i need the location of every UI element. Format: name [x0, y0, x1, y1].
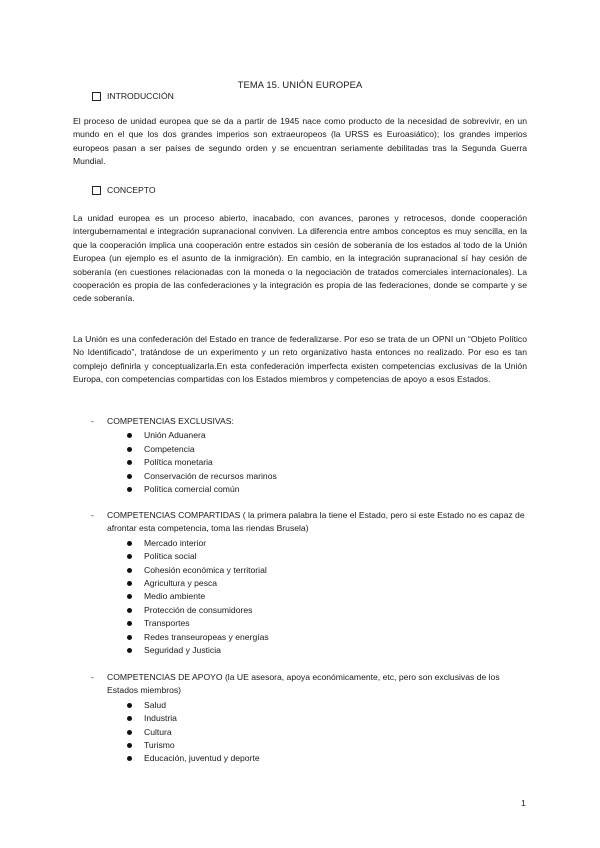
list-item: Conservación de recursos marinos: [127, 470, 527, 483]
page-number: 1: [521, 798, 526, 808]
list-item: Protección de consumidores: [127, 604, 527, 617]
list-item: Cohesión económica y territorial: [127, 564, 527, 577]
list-item: Educación, juventud y deporte: [127, 752, 527, 765]
checkbox-icon: [92, 92, 101, 101]
competencias-compartidas-block: [73, 509, 527, 657]
section-introduccion-heading: [92, 90, 174, 103]
heading-text: COMPETENCIAS COMPARTIDAS ( la primera palabra la tiene el Estado, pero si este Estado no es capaz de afrontar esta competencia, toma las riendas Brusela): [107, 510, 525, 534]
section-heading-label: CONCEPTO: [107, 185, 156, 195]
list-item: Mercado interior: [127, 537, 527, 550]
dash-marker: -: [91, 510, 94, 520]
dash-marker: -: [91, 672, 94, 682]
competencias-exclusivas-list: [73, 429, 527, 496]
checkbox-icon: [92, 186, 101, 195]
list-item: Salud: [127, 699, 527, 712]
concepto-text-2: La Unión es una confederación del Estado en trance de federalizarse. Por eso se trata de un OPNI un “Objeto Político No Identificado”, tratándose de un experimento y un reto organizativo hasta entonces no realizado. Por eso es tan complejo definirla y conceptualizarla.En esta confederación imperfecta existen competencias exclusivas de la Unión Europa, con competencias compartidas con los Estados miembros y competencias de apoyo a esos Estados.: [73, 334, 527, 385]
competencias-compartidas-heading: [73, 509, 527, 536]
list-item: Industria: [127, 712, 527, 725]
list-item: Agricultura y pesca: [127, 577, 527, 590]
list-item: Cultura: [127, 726, 527, 739]
dash-marker: -: [91, 416, 94, 426]
heading-text: COMPETENCIAS EXCLUSIVAS:: [107, 416, 234, 426]
list-item: Redes transeuropeas y energías: [127, 631, 527, 644]
heading-text: COMPETENCIAS DE APOYO (la UE asesora, apoya económicamente, etc, pero son exclusivas de los Estados miembros): [107, 672, 500, 696]
list-item: Medio ambiente: [127, 590, 527, 603]
introduccion-text: El proceso de unidad europea que se da a partir de 1945 nace como producto de la necesidad de sobrevivir, en un mundo en el que los dos grandes imperios son extraeuropeos (la URSS es Euroasiático); los grandes imperios europeos pasan a ser países de segundo orden y se encuentran seriamente debilitadas tras la Segunda Guerra Mundial.: [73, 116, 527, 167]
list-item: Política monetaria: [127, 456, 527, 469]
competencias-compartidas-list: [73, 537, 527, 658]
competencias-exclusivas-heading: [73, 415, 527, 428]
list-item: Competencia: [127, 443, 527, 456]
list-item: Unión Aduanera: [127, 429, 527, 442]
concepto-paragraph-1: [73, 212, 527, 306]
section-heading-label: INTRODUCCIÓN: [107, 91, 174, 101]
competencias-apoyo-heading: [73, 671, 527, 698]
competencias-apoyo-list: [73, 699, 527, 766]
concepto-text-1: La unidad europea es un proceso abierto, inacabado, con avances, parones y retrocesos, donde cooperación intergubernamental e integración supranacional conviven. La diferencia entre ambos conceptos es muy sencilla, en la que la cooperación implica una cooperación entre estados sin cesión de soberanía de los estados al todo de la Unión Europea (un ejemplo es el asunto de la inmigración). En cambio, en la integración supranacional sí hay cesión de soberanía (en cuestiones relacionadas con la moneda o la negociación de tratados comerciales internacionales). La cooperación es propia de las confederaciones y la integración es propia de las federaciones, donde se comparte y se cede soberanía.: [73, 213, 527, 304]
competencias-apoyo-block: [73, 671, 527, 766]
competencias-exclusivas-block: [73, 415, 527, 496]
list-item: Política comercial común: [127, 483, 527, 496]
list-item: Seguridad y Justicia: [127, 644, 527, 657]
list-item: Transportes: [127, 617, 527, 630]
document-title: TEMA 15. UNIÓN EUROPEA: [237, 79, 363, 90]
introduccion-paragraph: [73, 115, 527, 169]
concepto-paragraph-2: [73, 333, 527, 387]
section-concepto-heading: [92, 184, 156, 197]
list-item: Turismo: [127, 739, 527, 752]
list-item: Política social: [127, 550, 527, 563]
